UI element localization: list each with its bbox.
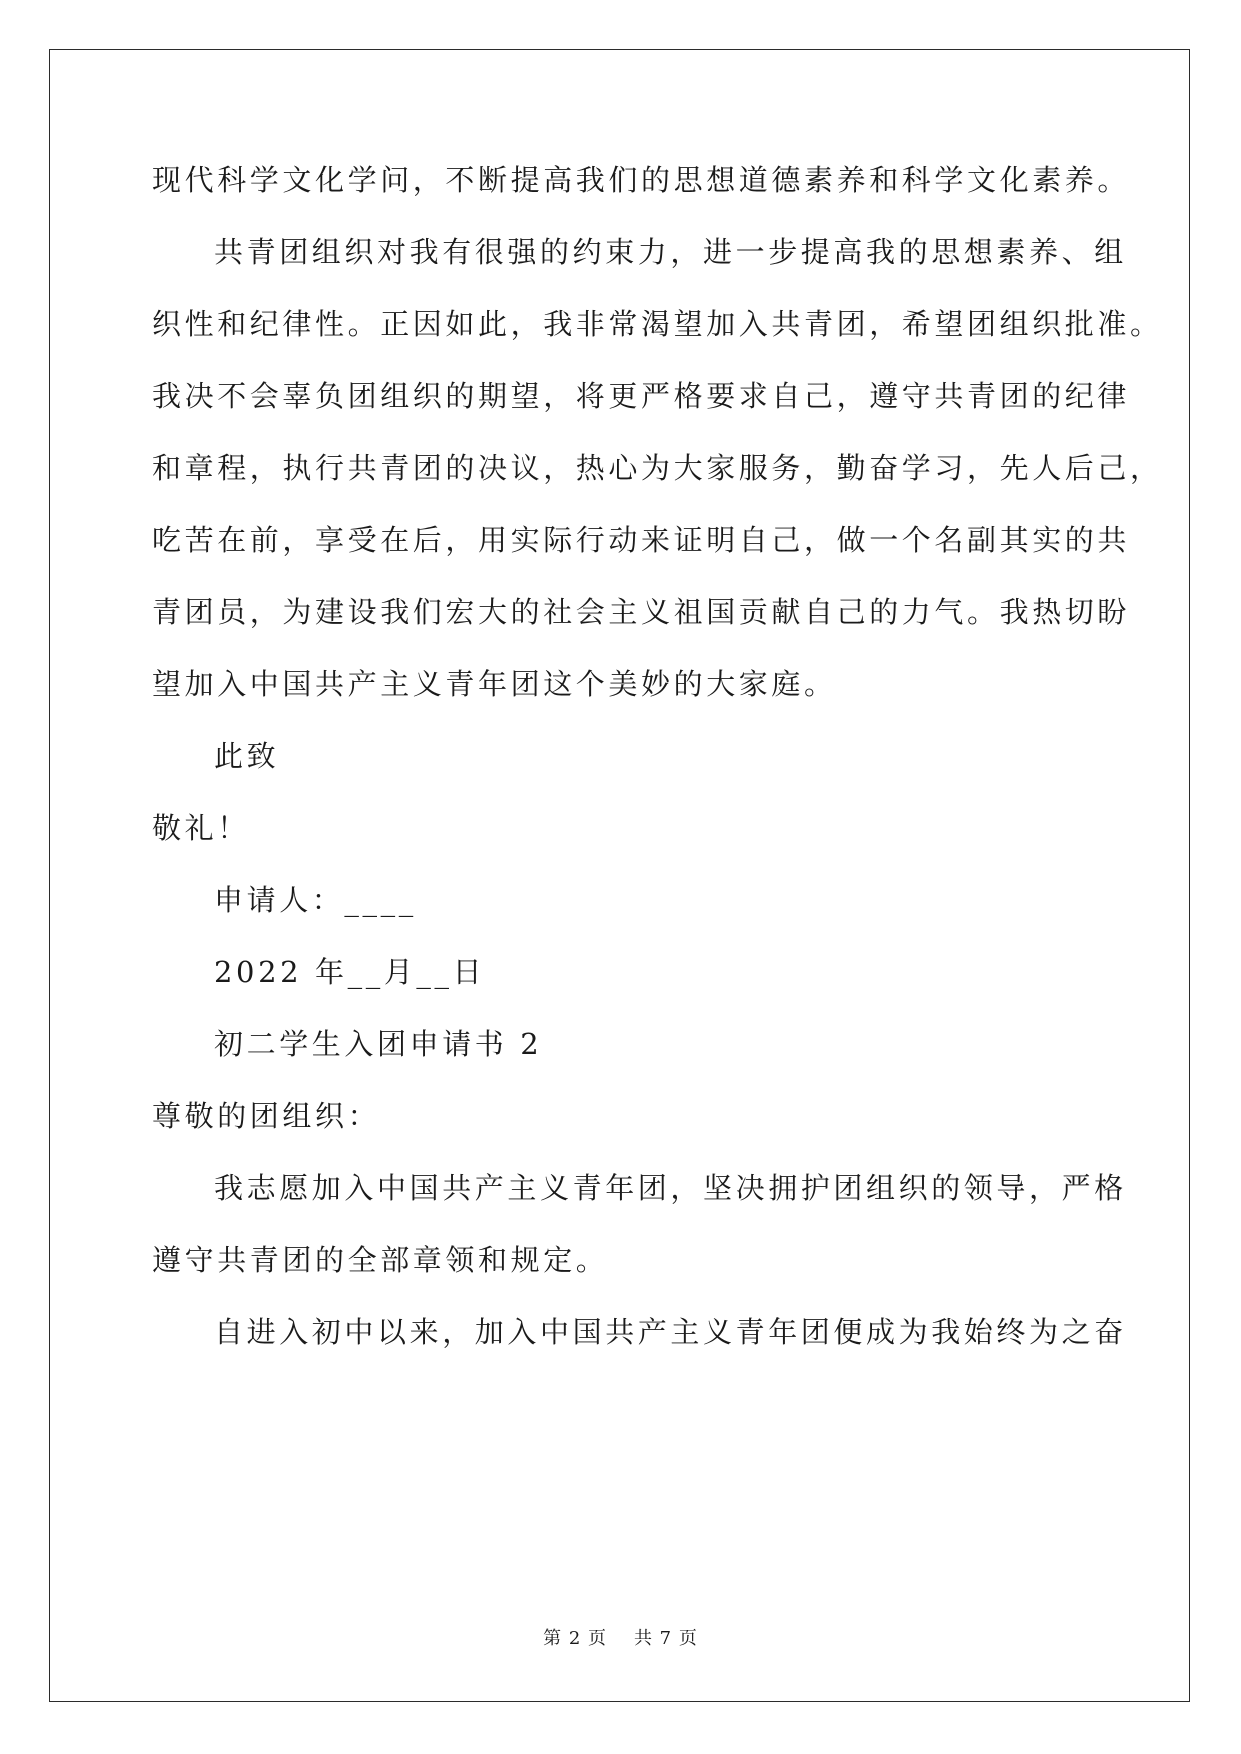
date-line: 2022 年__月__日 <box>214 955 486 989</box>
closing-salutation: 此致 <box>214 739 280 773</box>
section-heading: 初二学生入团申请书 2 <box>214 1027 543 1061</box>
text-line: 我决不会辜负团组织的期望，将更严格要求自己，遵守共青团的纪律 <box>152 379 1131 413</box>
page-number: 第 2 页 <box>543 1628 608 1649</box>
closing-regards: 敬礼！ <box>152 811 250 845</box>
text-line: 织性和纪律性。正因如此，我非常渴望加入共青团，希望团组织批准。 <box>152 307 1163 341</box>
applicant-line: 申请人：____ <box>214 883 417 917</box>
text-line: 自进入初中以来，加入中国共产主义青年团便成为我始终为之奋 <box>214 1315 1127 1349</box>
text-line: 我志愿加入中国共产主义青年团，坚决拥护团组织的领导，严格 <box>214 1171 1127 1205</box>
page-total: 共 7 页 <box>633 1628 698 1649</box>
text-line: 遵守共青团的全部章领和规定。 <box>152 1243 609 1277</box>
greeting-line: 尊敬的团组织： <box>152 1099 381 1133</box>
text-line: 望加入中国共产主义青年团这个美妙的大家庭。 <box>152 667 837 701</box>
text-line: 现代科学文化学问，不断提高我们的思想道德素养和科学文化素养。 <box>152 163 1131 197</box>
page-frame <box>49 49 1190 1702</box>
text-line: 和章程，执行共青团的决议，热心为大家服务，勤奋学习，先人后己， <box>152 451 1163 485</box>
text-line: 青团员，为建设我们宏大的社会主义祖国贡献自己的力气。我热切盼 <box>152 595 1131 629</box>
page-footer <box>0 1624 1241 1650</box>
text-line: 共青团组织对我有很强的约束力，进一步提高我的思想素养、组 <box>214 235 1127 269</box>
text-line: 吃苦在前，享受在后，用实际行动来证明自己，做一个名副其实的共 <box>152 523 1131 557</box>
